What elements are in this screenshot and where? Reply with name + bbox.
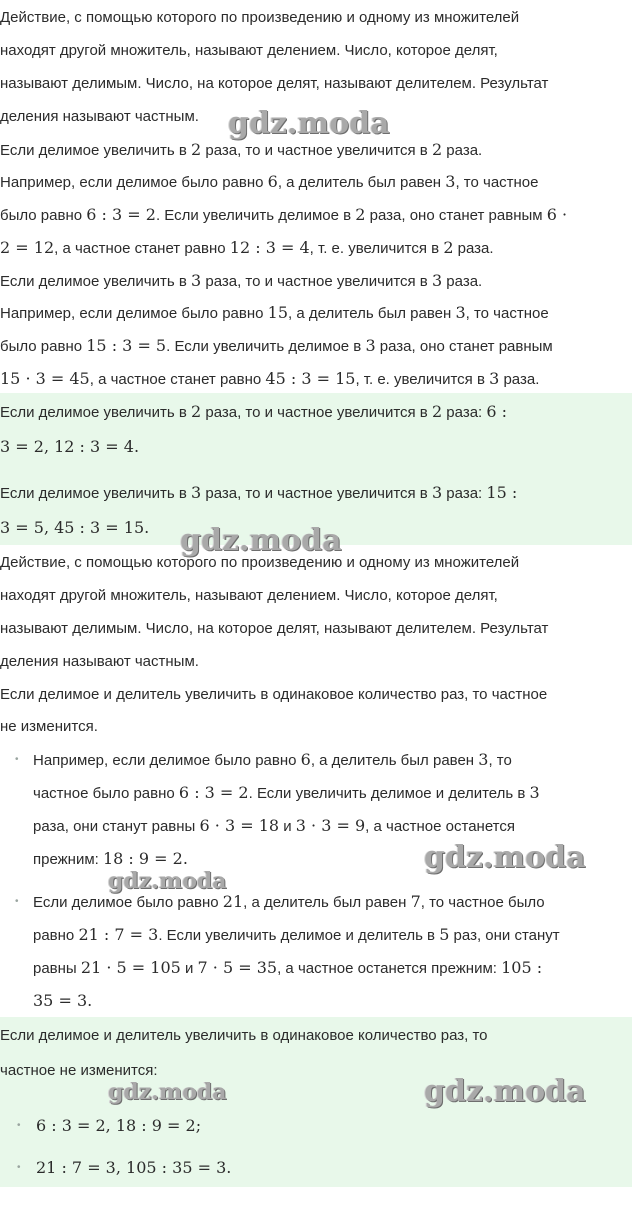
text-line: Например, если делимое было равно 15, а делитель был равен 3, то частное (0, 303, 549, 322)
text-line: Действие, с помощью которого по произведению и одному из множителей (0, 554, 520, 571)
watermark: gdz.moda (108, 868, 227, 894)
text-line: Если делимое увеличить в 3 раза, то и частное увеличится в 3 раза: 15 : (0, 483, 518, 502)
text-line: называют делимым. Число, на которое делят, называют делителем. Результат (0, 75, 549, 92)
text-line: не изменится. (0, 718, 98, 735)
list-item-line: Например, если делимое было равно 6, а делитель был равен 3, то (33, 750, 512, 769)
text-line: частное не изменится: (0, 1062, 158, 1079)
text-line: Если делимое увеличить в 3 раза, то и частное увеличится в 3 раза. (0, 271, 483, 290)
text-line: Например, если делимое было равно 6, а делитель был равен 3, то частное (0, 172, 539, 191)
text-line: Действие, с помощью которого по произведению и одному из множителей (0, 9, 520, 26)
watermark: gdz.moda (180, 523, 342, 558)
text-line: деления называют частным. (0, 653, 199, 670)
text-line: 2 = 12, а частное станет равно 12 : 3 = 4, т. е. увеличится в 2 раза. (0, 238, 494, 257)
bullet-icon: • (17, 1162, 21, 1173)
watermark: gdz.moda (424, 1074, 586, 1109)
text-line: находят другой множитель, называют делением. Число, которое делят, (0, 42, 498, 59)
list-item-line: прежним: 18 : 9 = 2. (33, 849, 188, 868)
text-line: называют делимым. Число, на которое делят, называют делителем. Результат (0, 620, 549, 637)
formula-line: 3 = 2, 12 : 3 = 4. (0, 437, 140, 456)
answer-list-item: 6 : 3 = 2, 18 : 9 = 2; (36, 1116, 202, 1135)
bullet-icon: • (15, 896, 19, 907)
text-line: было равно 15 : 3 = 5. Если увеличить делимое в 3 раза, оно станет равным (0, 336, 553, 355)
bullet-icon: • (17, 1120, 21, 1131)
text-line: Если делимое и делитель увеличить в одинаковое количество раз, то (0, 1027, 488, 1044)
text-line: находят другой множитель, называют делением. Число, которое делят, (0, 587, 498, 604)
watermark: gdz.moda (424, 840, 586, 875)
list-item-line: равно 21 : 7 = 3. Если увеличить делимое и делитель в 5 раз, они станут (33, 925, 560, 944)
text-line: деления называют частным. (0, 108, 199, 125)
list-item-line: равны 21 · 5 = 105 и 7 · 5 = 35, а частное останется прежним: 105 : (33, 958, 543, 977)
formula-line: 3 = 5, 45 : 3 = 15. (0, 518, 150, 537)
list-item-line: Если делимое было равно 21, а делитель был равен 7, то частное было (33, 892, 545, 911)
text-line: Если делимое увеличить в 2 раза, то и частное увеличится в 2 раза: 6 : (0, 402, 508, 421)
bullet-icon: • (15, 754, 19, 765)
answer-list-item: 21 : 7 = 3, 105 : 35 = 3. (36, 1158, 232, 1177)
list-item-line: 35 = 3. (33, 991, 93, 1010)
text-line: Если делимое увеличить в 2 раза, то и частное увеличится в 2 раза. (0, 140, 483, 159)
text-line: Если делимое и делитель увеличить в одинаковое количество раз, то частное (0, 686, 548, 703)
text-line: было равно 6 : 3 = 2. Если увеличить делимое в 2 раза, оно станет равным 6 · (0, 205, 568, 224)
list-item-line: частное было равно 6 : 3 = 2. Если увеличить делимое и делитель в 3 (33, 783, 540, 802)
watermark: gdz.moda (108, 1079, 227, 1105)
watermark: gdz.moda (228, 106, 390, 141)
text-line: 15 · 3 = 45, а частное станет равно 45 : 3 = 15, т. е. увеличится в 3 раза. (0, 369, 540, 388)
list-item-line: раза, они станут равны 6 · 3 = 18 и 3 · 3 = 9, а частное останется (33, 816, 516, 835)
